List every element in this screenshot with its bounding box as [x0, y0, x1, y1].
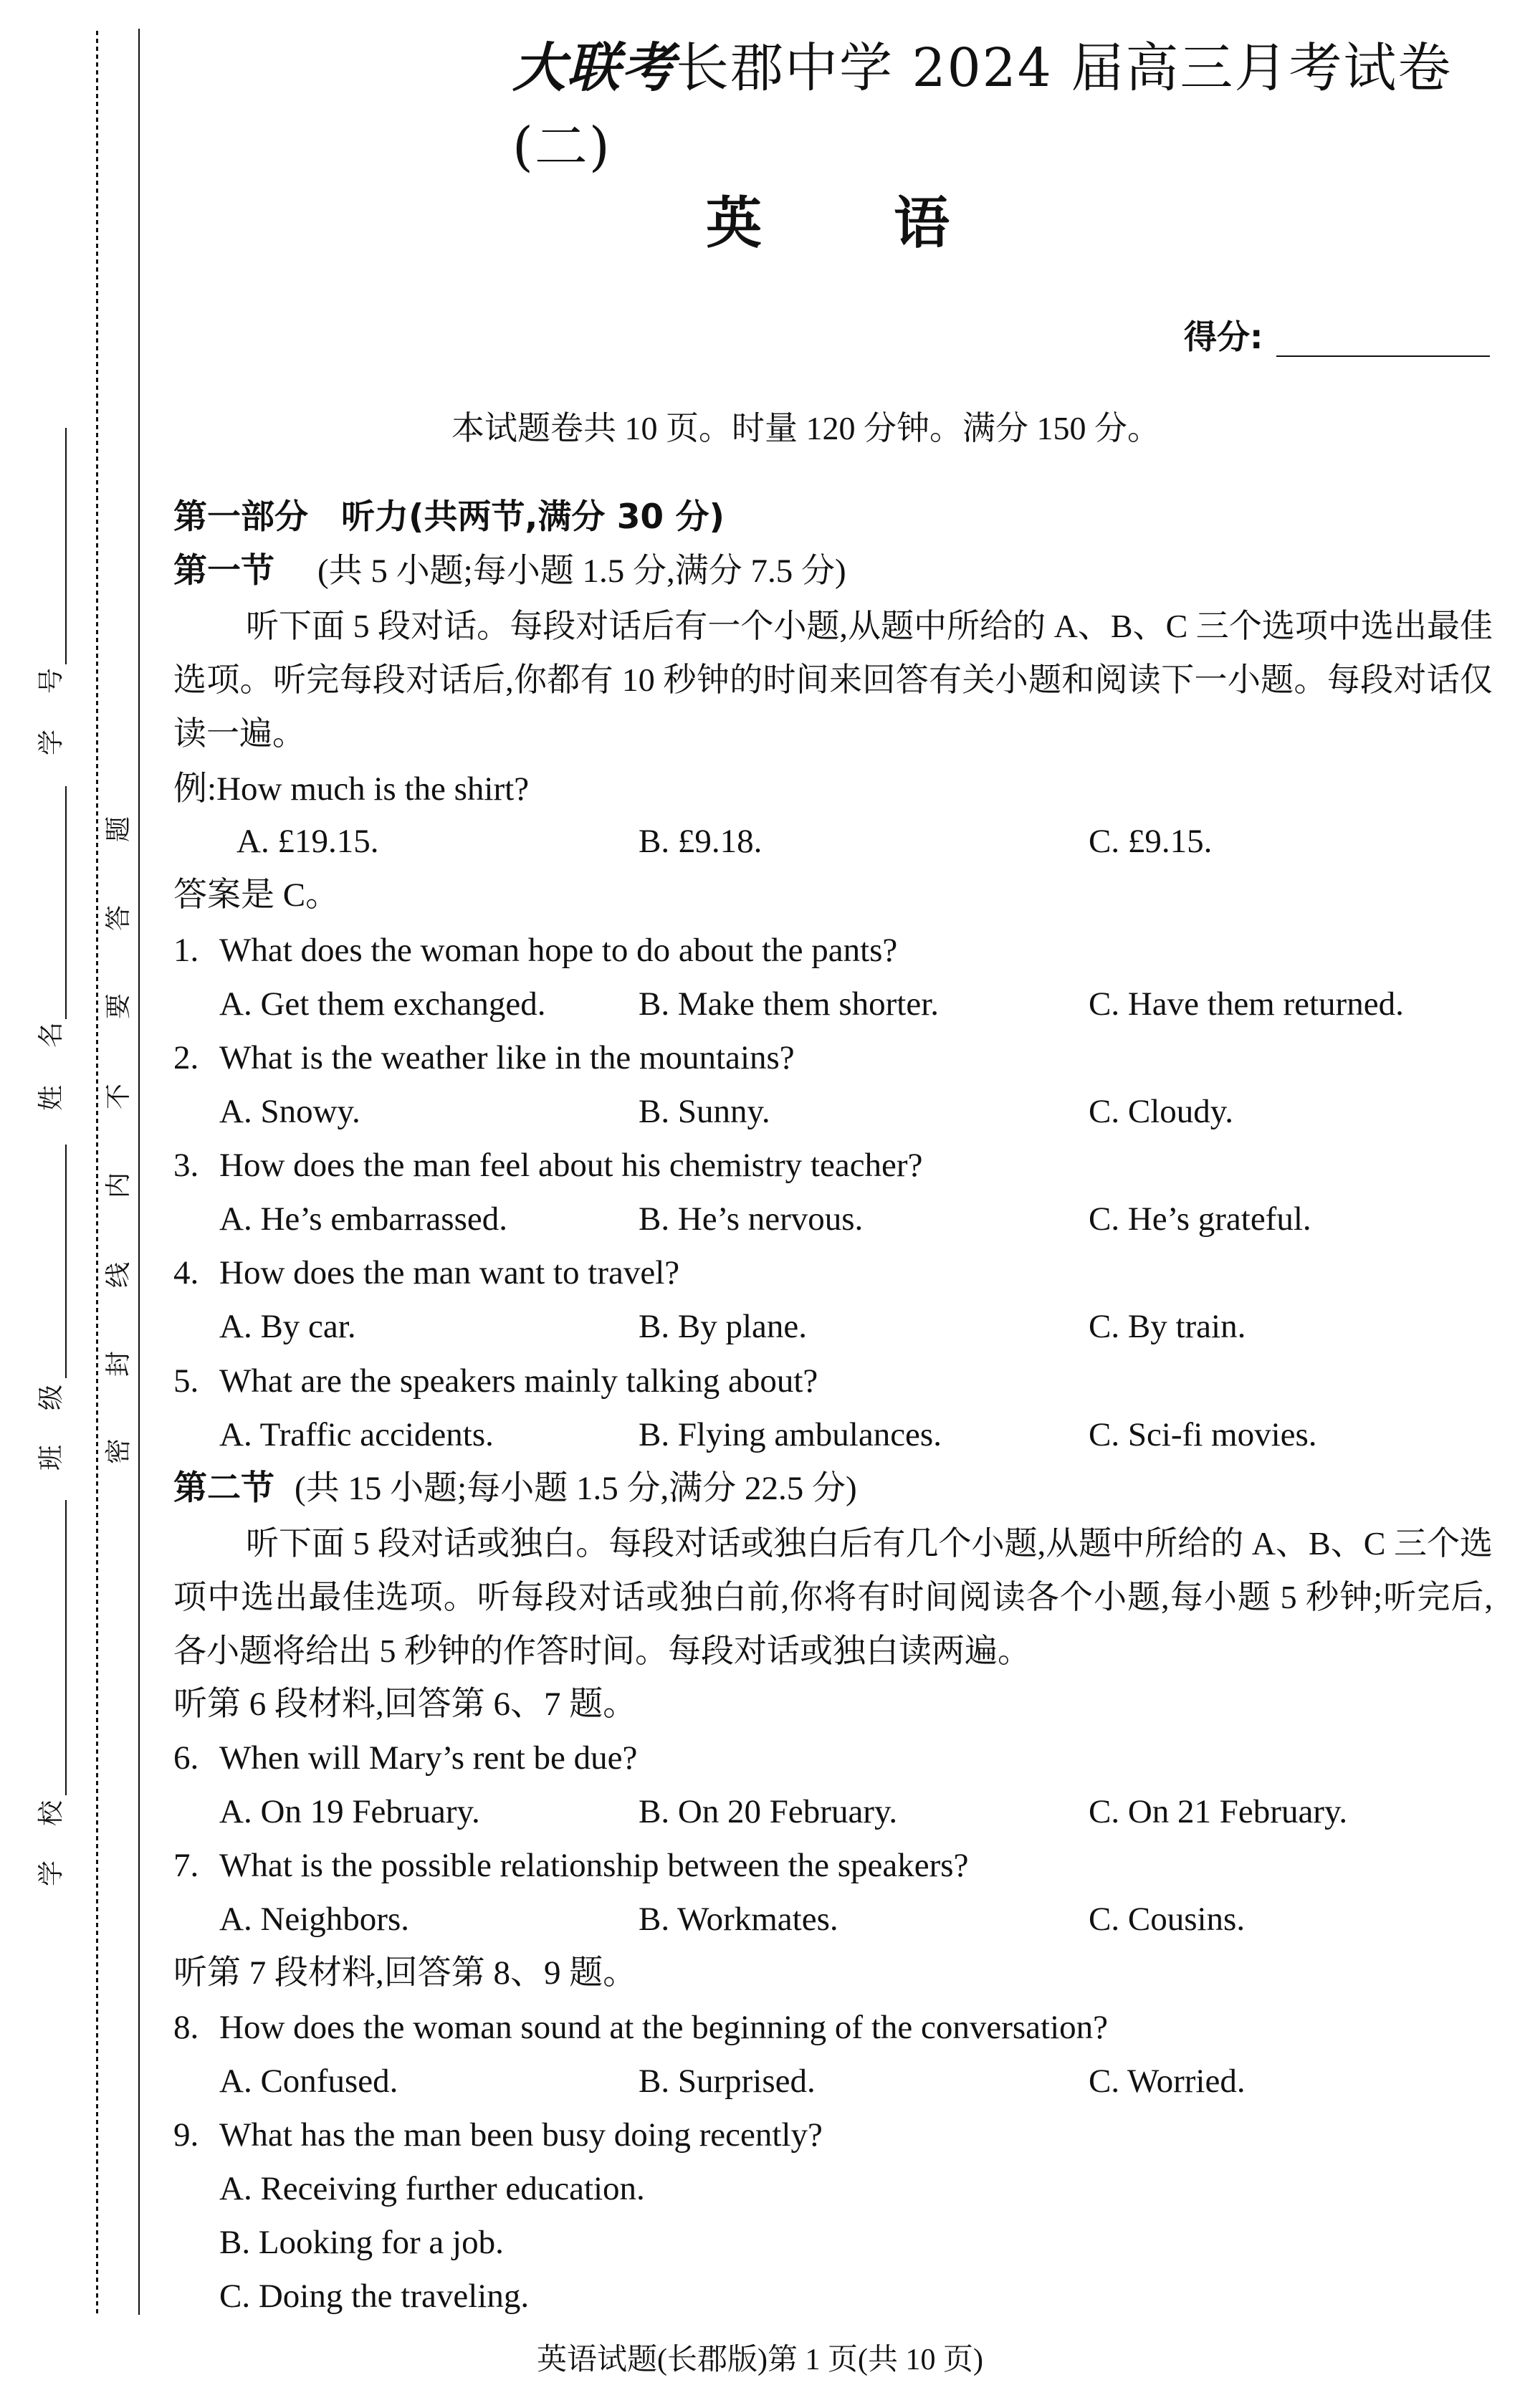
- section-subtitle: (共 5 小题;每小题 1.5 分,满分 7.5 分): [317, 553, 846, 590]
- question-number: 2.: [173, 1039, 199, 1076]
- question-1: [173, 929, 897, 972]
- seal-notice-char: 题: [104, 816, 133, 843]
- question-7: [173, 1844, 968, 1887]
- question-8: [173, 2006, 1108, 2049]
- section2-instructions: 听下面 5 段对话或独白。每段对话或独白后有几个小题,从题中所给的 A、B、C 三个选项中选出最佳选项。听每段对话或独白前,你将有时间阅读各个小题,每小题 5 秒钟;听完后,各小题将给出 5 秒钟的作答时间。每段对话或独白读两遍。: [173, 1525, 1493, 1670]
- question-3: [173, 1144, 922, 1187]
- class-label-char: 班: [37, 1445, 66, 1471]
- q5-option-a[interactable]: A. Traffic accidents.: [219, 1416, 494, 1453]
- question-number: 3.: [173, 1147, 199, 1184]
- question-number: 6.: [173, 1739, 199, 1777]
- question-text: What is the weather like in the mountains?: [219, 1039, 795, 1076]
- material-6-note: 听第 6 段材料,回答第 6、7 题。: [173, 1686, 637, 1723]
- example-question: [173, 768, 529, 811]
- q4-option-c[interactable]: C. By train.: [1089, 1308, 1246, 1345]
- q7-option-b[interactable]: B. Workmates.: [639, 1901, 838, 1938]
- q6-option-c[interactable]: C. On 21 February.: [1089, 1793, 1348, 1830]
- q2-option-b[interactable]: B. Sunny.: [639, 1093, 770, 1130]
- material-7-note: 听第 7 段材料,回答第 8、9 题。: [173, 1954, 637, 1992]
- question-number: 5.: [173, 1362, 199, 1400]
- name-underline-lower[interactable]: [65, 1145, 67, 1378]
- exam-title: [512, 29, 1520, 186]
- question-number: 1.: [173, 932, 199, 969]
- q8-option-b[interactable]: B. Surprised.: [639, 2063, 816, 2100]
- question-4: [173, 1251, 679, 1294]
- example-option-c: C. £9.15.: [1089, 823, 1213, 860]
- seal-notice-char: 封: [104, 1351, 133, 1377]
- q7-option-c[interactable]: C. Cousins.: [1089, 1901, 1246, 1938]
- section-title: 第二节: [173, 1468, 274, 1508]
- example-option-a: A. £19.15.: [236, 823, 379, 860]
- q9-option-c[interactable]: C. Doing the traveling.: [219, 2278, 530, 2315]
- subject-title: [706, 188, 950, 259]
- example-answer: 答案是 C。: [173, 876, 340, 914]
- q5-option-b[interactable]: B. Flying ambulances.: [639, 1416, 942, 1453]
- section2-heading: [173, 1467, 857, 1510]
- example-option-b: B. £9.18.: [639, 823, 763, 860]
- question-text: How does the man want to travel?: [219, 1254, 680, 1291]
- seal-notice-char: 线: [104, 1262, 133, 1289]
- student-id-underline[interactable]: [65, 428, 67, 664]
- name-underline-upper[interactable]: [65, 786, 67, 1019]
- q6-option-a[interactable]: A. On 19 February.: [219, 1793, 480, 1830]
- class-underline[interactable]: [65, 1500, 67, 1795]
- q6-option-b[interactable]: B. On 20 February.: [639, 1793, 898, 1830]
- school-label-char: 学: [37, 1860, 66, 1887]
- q1-option-a[interactable]: A. Get them exchanged.: [219, 985, 546, 1023]
- section-title: 第一节: [173, 551, 274, 591]
- seal-notice-char: 密: [104, 1438, 133, 1465]
- question-5: [173, 1360, 818, 1403]
- q9-option-a[interactable]: A. Receiving further education.: [219, 2170, 645, 2207]
- exam-title-text: 长郡中学 2024 届高三月考试卷(二): [512, 37, 1453, 178]
- question-number: 4.: [173, 1254, 199, 1291]
- question-text: What is the possible relationship between the speakers?: [219, 1847, 969, 1884]
- part-subtitle: 听力(共两节,满分 30 分): [341, 497, 725, 537]
- question-number: 8.: [173, 2009, 199, 2046]
- question-text: How does the woman sound at the beginning of the conversation?: [219, 2009, 1108, 2046]
- exam-intro: 本试题卷共 10 页。时量 120 分钟。满分 150 分。: [451, 410, 1160, 446]
- q3-option-c[interactable]: C. He’s grateful.: [1089, 1200, 1311, 1238]
- part-title: 第一部分: [173, 497, 308, 537]
- score-label: 得分:: [1184, 317, 1263, 356]
- seal-notice-char: 答: [104, 905, 133, 932]
- question-9: [173, 2113, 823, 2156]
- cut-line-dashed: [96, 31, 98, 2315]
- q4-option-a[interactable]: A. By car.: [219, 1308, 356, 1345]
- question-text: What has the man been busy doing recently?: [219, 2116, 823, 2154]
- class-label-char: 级: [37, 1385, 66, 1411]
- q2-option-a[interactable]: A. Snowy.: [219, 1093, 360, 1130]
- question-number: 7.: [173, 1847, 199, 1884]
- q9-option-b[interactable]: B. Looking for a job.: [219, 2224, 504, 2261]
- question-text: When will Mary’s rent be due?: [219, 1739, 638, 1777]
- question-6: [173, 1736, 637, 1779]
- example-prefix: 例:: [173, 770, 217, 808]
- subject-char: 英: [706, 191, 763, 256]
- score-field[interactable]: [1276, 355, 1490, 357]
- q3-option-a[interactable]: A. He’s embarrassed.: [219, 1200, 507, 1238]
- part1-heading: [173, 496, 725, 539]
- section-subtitle: (共 15 小题;每小题 1.5 分,满分 22.5 分): [295, 1470, 857, 1507]
- section1-heading: [173, 550, 846, 593]
- name-label-char: 名: [37, 1022, 66, 1048]
- question-number: 9.: [173, 2116, 199, 2154]
- q1-option-c[interactable]: C. Have them returned.: [1089, 985, 1404, 1023]
- question-text: What are the speakers mainly talking about?: [219, 1362, 818, 1400]
- section1-instructions: 听下面 5 段对话。每段对话后有一个小题,从题中所给的 A、B、C 三个选项中选出最佳选项。听完每段对话后,你都有 10 秒钟的时间来回答有关小题和阅读下一小题。每段对话仅读一遍。: [173, 608, 1493, 752]
- seal-notice-char: 不: [104, 1084, 133, 1110]
- student-id-label-char: 号: [37, 668, 66, 694]
- margin-rule: [138, 29, 140, 2315]
- subject-char: 语: [894, 191, 950, 256]
- question-text: How much is the shirt?: [216, 770, 530, 808]
- q8-option-c[interactable]: C. Worried.: [1089, 2063, 1246, 2100]
- page-footer: 英语试题(长郡版)第 1 页(共 10 页): [537, 2344, 983, 2376]
- question-text: How does the man feel about his chemistry teacher?: [219, 1147, 923, 1184]
- q2-option-c[interactable]: C. Cloudy.: [1089, 1093, 1233, 1130]
- q8-option-a[interactable]: A. Confused.: [219, 2063, 398, 2100]
- q3-option-b[interactable]: B. He’s nervous.: [639, 1200, 864, 1238]
- q7-option-a[interactable]: A. Neighbors.: [219, 1901, 409, 1938]
- seal-notice-char: 内: [104, 1172, 133, 1199]
- brand-logo-text: 大联考: [512, 37, 676, 99]
- student-id-label-char: 学: [37, 730, 66, 756]
- school-label-char: 校: [37, 1800, 66, 1827]
- name-label-char: 姓: [37, 1085, 66, 1112]
- question-2: [173, 1036, 795, 1079]
- seal-notice-char: 要: [104, 993, 133, 1020]
- q4-option-b[interactable]: B. By plane.: [639, 1308, 807, 1345]
- question-text: What does the woman hope to do about the pants?: [219, 932, 898, 969]
- q5-option-c[interactable]: C. Sci-fi movies.: [1089, 1416, 1317, 1453]
- q1-option-b[interactable]: B. Make them shorter.: [639, 985, 940, 1023]
